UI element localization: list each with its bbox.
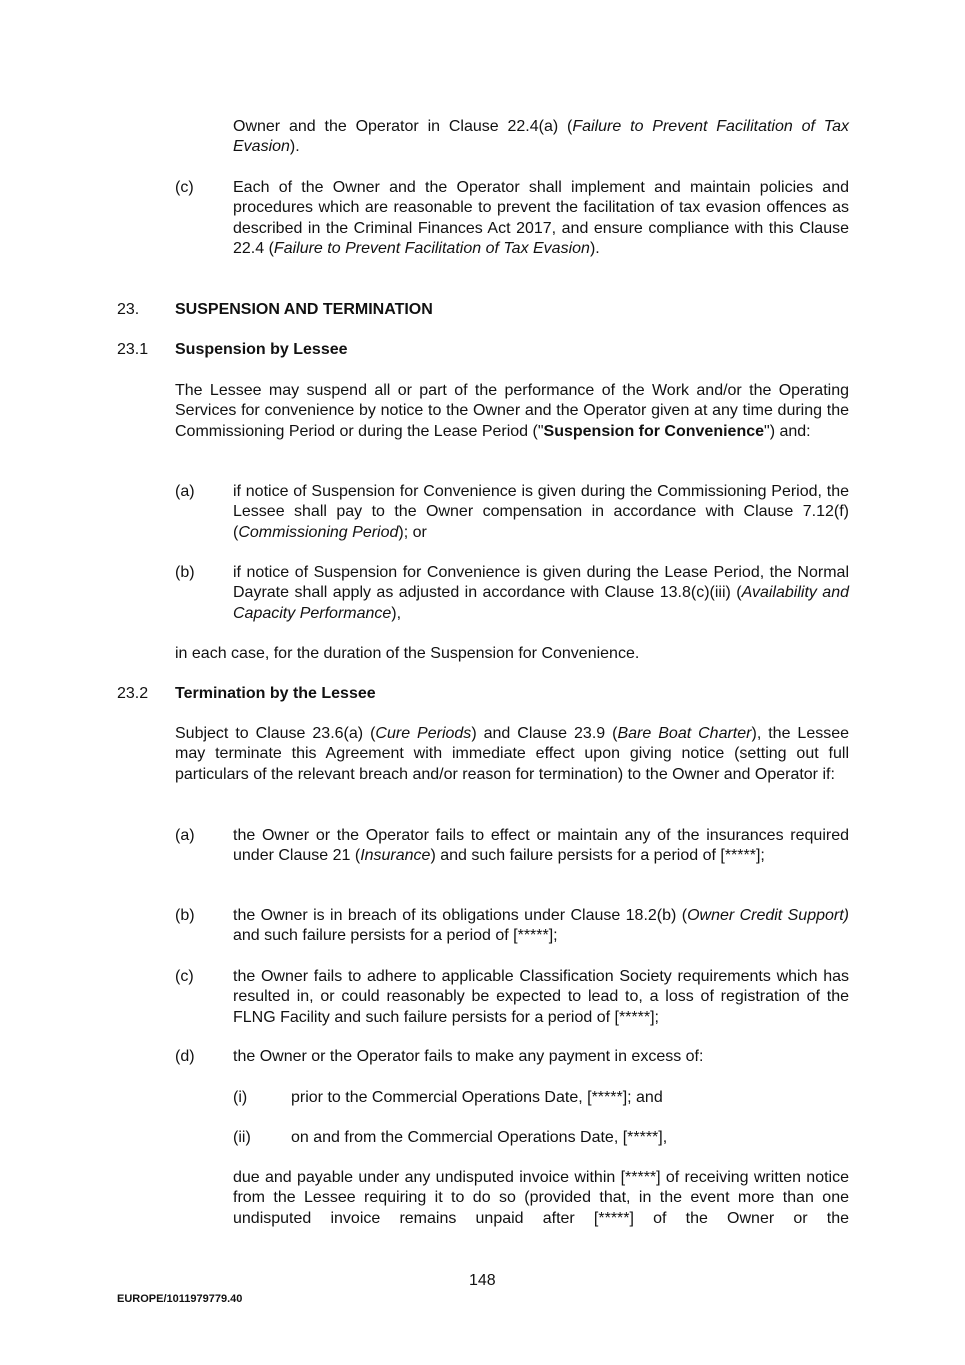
clause-23-2-d-i-label: (i) bbox=[233, 1089, 248, 1106]
clause-23-1-number: 23.1 bbox=[117, 341, 149, 358]
clause-23-2-d-ii-label: (ii) bbox=[233, 1129, 251, 1146]
clause-23-2-a-label: (a) bbox=[175, 827, 195, 844]
clause-23-1-b-text: if notice of Suspension for Convenience is given during the Lease Period, the Normal Dayrate shall apply as adjusted in accordance with Clause 13.8(c)(iii) (Availability and Capacity Performance), bbox=[233, 564, 849, 622]
clause-23-2-title: Termination by the Lessee bbox=[175, 685, 376, 702]
clause-23-1-a-label: (a) bbox=[175, 483, 195, 500]
clause-23-2-d-i-text: prior to the Commercial Operations Date, [*****]; and bbox=[291, 1089, 663, 1106]
clause-23-1-b-label: (b) bbox=[175, 564, 195, 581]
clause-23-2-c-text: the Owner fails to adhere to applicable Classification Society requirements which has resulted in, or could reasonably be expected to lead to, a loss of registration of the FLNG Facility and such failure persists for a period of [*****]; bbox=[233, 968, 849, 1026]
page-number: 148 bbox=[469, 1272, 496, 1289]
clause-23-2-a-text: the Owner or the Operator fails to effect or maintain any of the insurances required under Clause 21 (Insurance) and such failure persists for a period of [*****]; bbox=[233, 827, 849, 865]
continuation-paragraph: Owner and the Operator in Clause 22.4(a) (Failure to Prevent Facilitation of Tax Evasion). bbox=[233, 118, 849, 156]
clause-23-1-title: Suspension by Lessee bbox=[175, 341, 348, 358]
clause-23-2-d-tail: due and payable under any undisputed invoice within [*****] of receiving written notice from the Lessee requiring it to do so (provided that, in the event more than one undisputed invoice remains unpaid after [*****] of the Owner or the bbox=[233, 1169, 849, 1227]
clause-23-2-intro: Subject to Clause 23.6(a) (Cure Periods) and Clause 23.9 (Bare Boat Charter), the Lessee may terminate this Agreement with immediate effect upon giving notice (setting out full particulars of the relevant breach and/or reason for termination) to the Owner and Operator if: bbox=[175, 725, 850, 783]
clause-23-1-closing: in each case, for the duration of the Suspension for Convenience. bbox=[175, 645, 640, 662]
clause-22-4-c-label: (c) bbox=[175, 179, 194, 196]
clause-23-1-intro: The Lessee may suspend all or part of the performance of the Work and/or the Operating Services for convenience by notice to the Owner and the Operator given at any time during the Commissioning Period or during the Lease Period ("Suspension for Convenience") and: bbox=[175, 382, 849, 440]
clause-23-2-number: 23.2 bbox=[117, 685, 149, 702]
section-23-title: SUSPENSION AND TERMINATION bbox=[175, 301, 433, 318]
clause-23-2-d-ii-text: on and from the Commercial Operations Date, [*****], bbox=[291, 1129, 668, 1146]
clause-23-2-b-text: the Owner is in breach of its obligations under Clause 18.2(b) (Owner Credit Support) and such failure persists for a period of [*****]; bbox=[233, 907, 849, 945]
clause-22-4-c-text: Each of the Owner and the Operator shall implement and maintain policies and procedures which are reasonable to prevent the facilitation of tax evasion offences as described in the Criminal Finances Act 2017, and ensure compliance with this Clause 22.4 (Failure to Prevent Facilitation of Tax Evasion). bbox=[233, 179, 849, 258]
section-23-number: 23. bbox=[117, 301, 140, 318]
clause-23-2-d-label: (d) bbox=[175, 1048, 195, 1065]
document-id: EUROPE/1011979779.40 bbox=[117, 1293, 243, 1305]
clause-23-2-b-label: (b) bbox=[175, 907, 195, 924]
clause-23-2-c-label: (c) bbox=[175, 968, 194, 985]
clause-23-1-a-text: if notice of Suspension for Convenience is given during the Commissioning Period, the Lessee shall pay to the Owner compensation in accordance with Clause 7.12(f) (Commissioning Period); or bbox=[233, 483, 849, 541]
clause-23-2-d-text: the Owner or the Operator fails to make any payment in excess of: bbox=[233, 1048, 704, 1065]
